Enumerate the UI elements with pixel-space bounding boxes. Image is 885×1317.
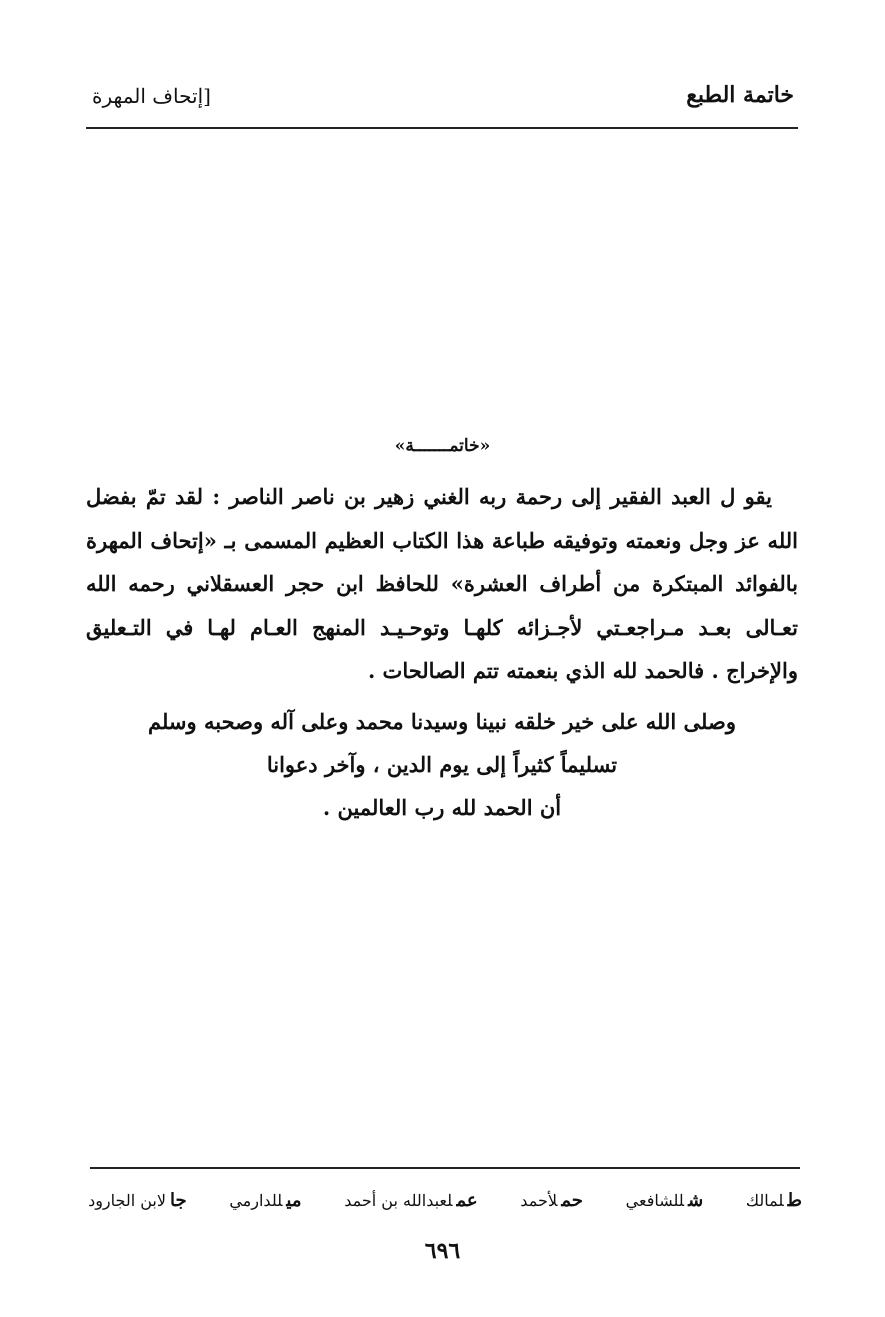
book-title: [إتحاف المهرة [92,84,211,108]
abbreviation-code: جا [170,1189,187,1211]
page-number: ٦٩٦ [424,1238,461,1264]
abbreviation-meaning: للشافعي [625,1190,685,1210]
abbreviation-code: عم [456,1189,478,1211]
abbreviation-item [746,1190,802,1211]
footer-divider [90,1167,800,1169]
abbreviation-item [344,1190,477,1211]
closing-line-3: أن الحمد لله رب العالمين . [322,795,562,820]
abbreviation-item [88,1190,187,1211]
abbreviation-item [520,1190,583,1211]
abbreviation-code: ش [688,1189,704,1211]
abbreviation-code: حم [561,1189,583,1211]
main-text [86,475,798,693]
abbreviations-legend [88,1185,802,1215]
body-paragraph: يقو ل العبد الفقير إلى رحمة ربه الغني زهير بن ناصر الناصر : لقد تمّ بفضل الله عز وجل ونعمته وتوفيقه طباعة هذا الكتاب العظيم المسمى بـ «إتحاف المهرة بالفوائد المبتكرة من أطراف العشرة» للحافظ ابن حجر العسقلاني رحمه الله تعـالى بعـد مـراجعـتي لأجـزائه كلهـا وتوحـيـد المنهج العـام لهـا في التـعليق والإخراج . فالحمد لله الذي بنعمته تتم الصالحات . [86,484,798,684]
abbreviation-item [626,1190,704,1211]
abbreviation-meaning: لأحمد [520,1190,558,1210]
abbreviation-code: مي [286,1189,302,1211]
abbreviation-meaning: لعبدالله بن أحمد [344,1190,453,1210]
header-divider [86,127,798,129]
abbreviation-item [229,1190,301,1211]
abbreviation-meaning: لمالك [745,1190,784,1210]
running-header [88,78,796,122]
section-title: خاتمة الطبع [686,82,794,108]
abbreviation-meaning: لابن الجارود [88,1190,167,1210]
abbreviation-meaning: للدارمي [229,1190,283,1210]
closing-heading: «خاتمـــــــة» [394,436,491,456]
abbreviation-code: ط [787,1189,802,1211]
closing-prayer [86,700,798,829]
closing-line-2: تسليماً كثيراً إلى يوم الدين ، وآخر دعوانا [266,752,618,777]
closing-line-1: وصلى الله على خير خلقه نبينا وسيدنا محمد وعلى آله وصحبه وسلم [148,709,736,734]
